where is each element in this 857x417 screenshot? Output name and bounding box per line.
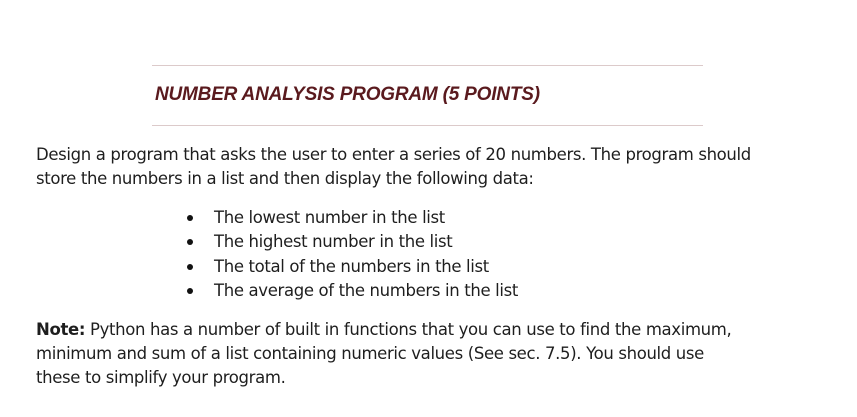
requirements-list bbox=[190, 206, 518, 303]
note-line-2: minimum and sum of a list containing numeric values (See sec. 7.5). You should use bbox=[36, 344, 704, 363]
list-item-text: The total of the numbers in the list bbox=[214, 256, 489, 276]
note-line-1 bbox=[36, 318, 836, 342]
list-item-text: The average of the numbers in the list bbox=[214, 281, 518, 301]
bullet-icon bbox=[187, 264, 193, 270]
note-label: Note: bbox=[36, 320, 86, 339]
intro-line-1: Design a program that asks the user to enter a series of 20 numbers. The program should bbox=[36, 145, 751, 164]
note-line-1-text: Python has a number of built in functions that you can use to find the maximum, bbox=[85, 320, 732, 339]
bullet-icon bbox=[187, 215, 193, 221]
list-item bbox=[190, 230, 518, 254]
list-item-text: The lowest number in the list bbox=[214, 208, 445, 228]
bullet-icon bbox=[187, 239, 193, 245]
bullet-icon bbox=[187, 288, 193, 294]
list-item bbox=[190, 279, 518, 303]
intro-paragraph bbox=[36, 143, 836, 191]
list-item bbox=[190, 206, 518, 230]
list-item-text: The highest number in the list bbox=[214, 232, 453, 252]
list-item bbox=[190, 255, 518, 279]
intro-line-2: store the numbers in a list and then display the following data: bbox=[36, 169, 534, 188]
note-paragraph bbox=[36, 318, 836, 390]
note-line-3: these to simplify your program. bbox=[36, 368, 286, 387]
section-heading: NUMBER ANALYSIS PROGRAM (5 POINTS) bbox=[155, 84, 540, 105]
heading-bottom-rule bbox=[152, 125, 703, 126]
heading-top-rule bbox=[152, 65, 703, 66]
